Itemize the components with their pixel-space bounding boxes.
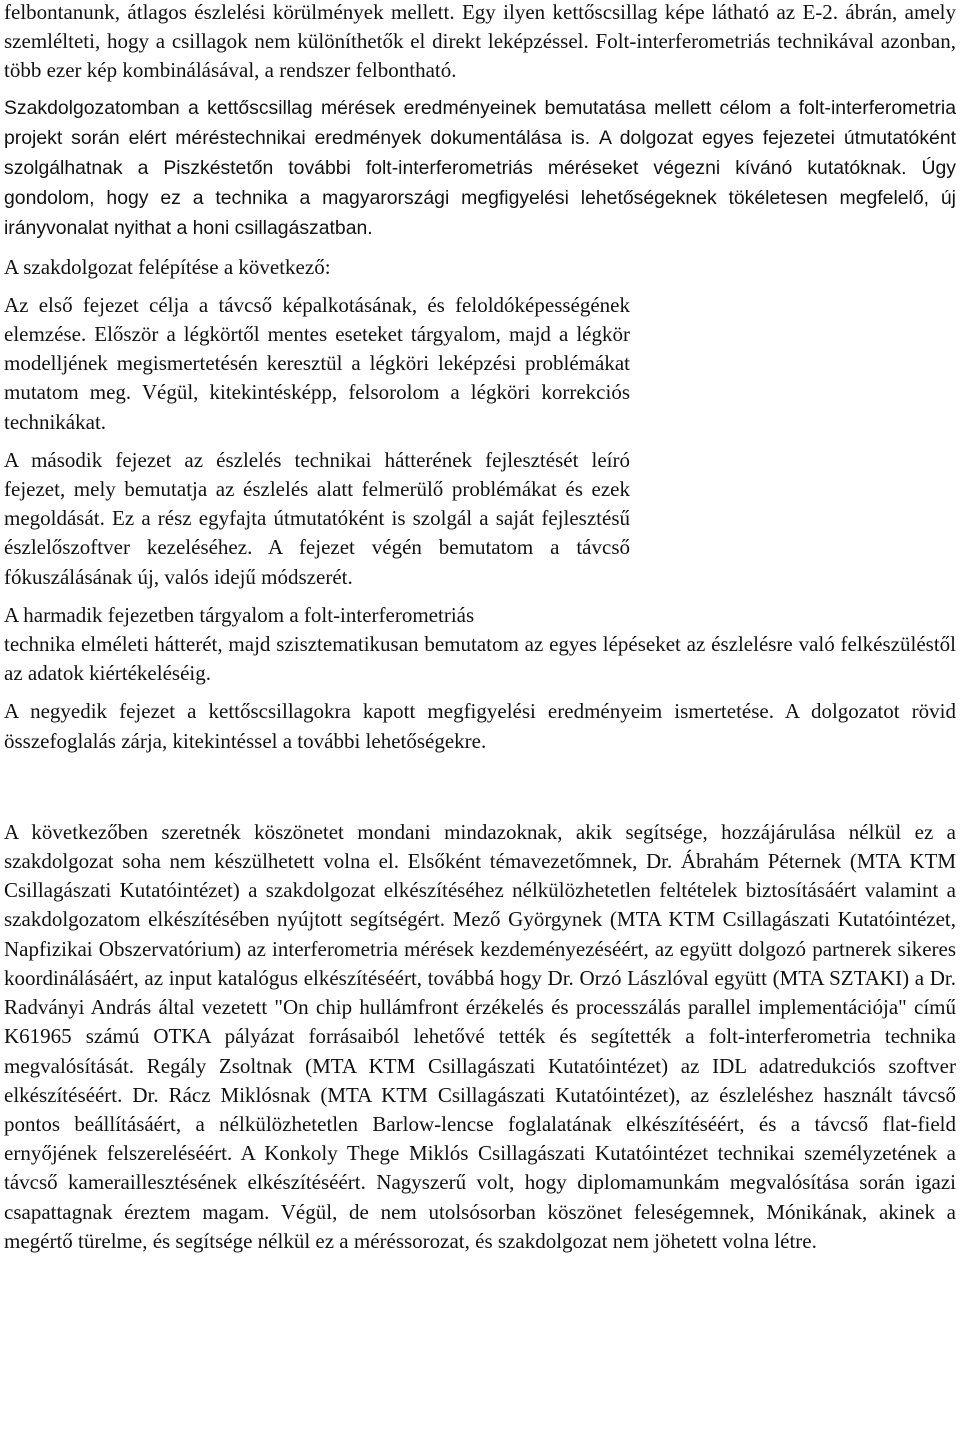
aim-continuation-sans: A dolgozat egyes fejezetei útmutatóként szolgálhatnak a Piszkéstetőn további folt-interferometriás méréseket végezni kívánó kutatóknak. Úgy gondolom, hogy ez a technika a magyarországi megfigyelési lehetőségeknek tökéletesen megfelelő, új irányvonalat nyithat a honi csillagászatban. [4,126,956,240]
intro-paragraph: felbontanunk, átlagos észlelési körülmények mellett. Egy ilyen kettőscsillag képe látható az E-2. ábrán, amely szemlélteti, hogy a csillagok nem különíthetők el direkt leképzéssel. Folt-interferometriás technikával azonban, több ezer kép kombinálásával, a rendszer felbontható. [4,0,956,83]
acknowledgements-paragraph: A következőben szeretnék köszönetet mondani mindazoknak, akik segítsége, hozzájárulása nélkül ez a szakdolgozat soha nem készülhetett volna el. Elsőként témavezetőmnek, Dr. Ábrahám Péternek (MTA KTM Csillagászati Kutatóintézet) a szakdolgozat elkészítéséhez nélkülözhetetlen feltételek biztosításáért valamint a szakdolgozatom elkészítésében nyújtott segítségért. Mező Györgynek (MTA KTM Csillagászati Kutatóintézet, Napfizikai Obszervatórium) az interferometria mérések kezdeményezéséért, az együtt dolgozó partnerek sikeres koordinálásáért, az input katalógus elkészítéséért, továbbá hogy Dr. Orzó Lászlóval együtt (MTA SZTAKI) a Dr. Radványi András által vezetett "On chip hullámfront érzékelés és processzálás parallel implementációja" című K61965 számú OTKA pályázat forrásaiból lehetővé tették és segítették a folt-interferometria technika megvalósítását. Regály Zsoltnak (MTA KTM Csillagászati Kutatóintézet) az IDL adatredukciós szoftver elkészítéséért. Dr. Rácz Miklósnak (MTA KTM Csillagászati Kutatóintézet), az észleléshez használt távcső pontos beállításáért, a nélkülözhetetlen Barlow-lencse foglalatának elkészítéséért, és a távcső flat-field ernyőjének felszereléséért. A Konkoly Thege Miklós Csillagászati Kutatóintézet technikai személyzetének a távcső kameraillesztésének elkészítéséért. Nagyszerű volt, hogy diplomamunkám megvalósítása során igazi csapattagnak éreztem magam. Végül, de nem utolsósorban köszönet feleségemnek, Mónikának, akinek a megértő türelme, és segítsége nélkül ez a méréssorozat, és szakdolgozat nem jöhetett volna létre. [4,819,956,1253]
chapter-2-paragraph: A második fejezet az észlelés technikai hátterének fejlesztését leíró fejezet, mely bemutatja az észlelés alatt felmerülő problémákat és ezek megoldását. Ez a rész egyfajta útmutatóként is szolgál a saját fejlesztésű észlelőszoftver kezeléséhez. A fejezet végén bemutatom a távcső fókuszálásának új, valós idejű módszerét. [4,447,630,589]
chapter-3-paragraph: technika elméleti hátterét, majd szisztematikusan bemutatom az egyes lépéseket az észlelésre való felkészüléstől az adatok kiértékeléséig. [4,632,956,686]
document-page [4,0,956,1256]
aim-paragraph [4,93,956,244]
chapter-3-first-line: A harmadik fejezetben tárgyalom a folt-interferometriás [4,602,475,627]
chapter-4-paragraph: A negyedik fejezet a kettőscsillagokra kapott megfigyelési eredményeim ismertetése. A dolgozatot rövid összefoglalás zárja, kitekintéssel a további lehetőségekre. [4,699,956,753]
aim-sentence-sans: Szakdolgozatomban a kettőscsillag mérések eredményeinek bemutatása mellett célom a folt-interferometria projekt során elért méréstechnikai eredmények dokumentálása is. [4,96,956,149]
chapter-1-paragraph: Az első fejezet célja a távcső képalkotásának, és feloldóképességének elemzése. Először a légkörtől mentes eseteket tárgyalom, majd a légkör modelljének megismertetésén keresztül a légköri leképzési problémákat mutatom meg. Végül, kitekintésképp, felsorolom a légköri korrekciós technikákat. [4,292,630,434]
structure-heading: A szakdolgozat felépítése a következő: [4,254,331,279]
